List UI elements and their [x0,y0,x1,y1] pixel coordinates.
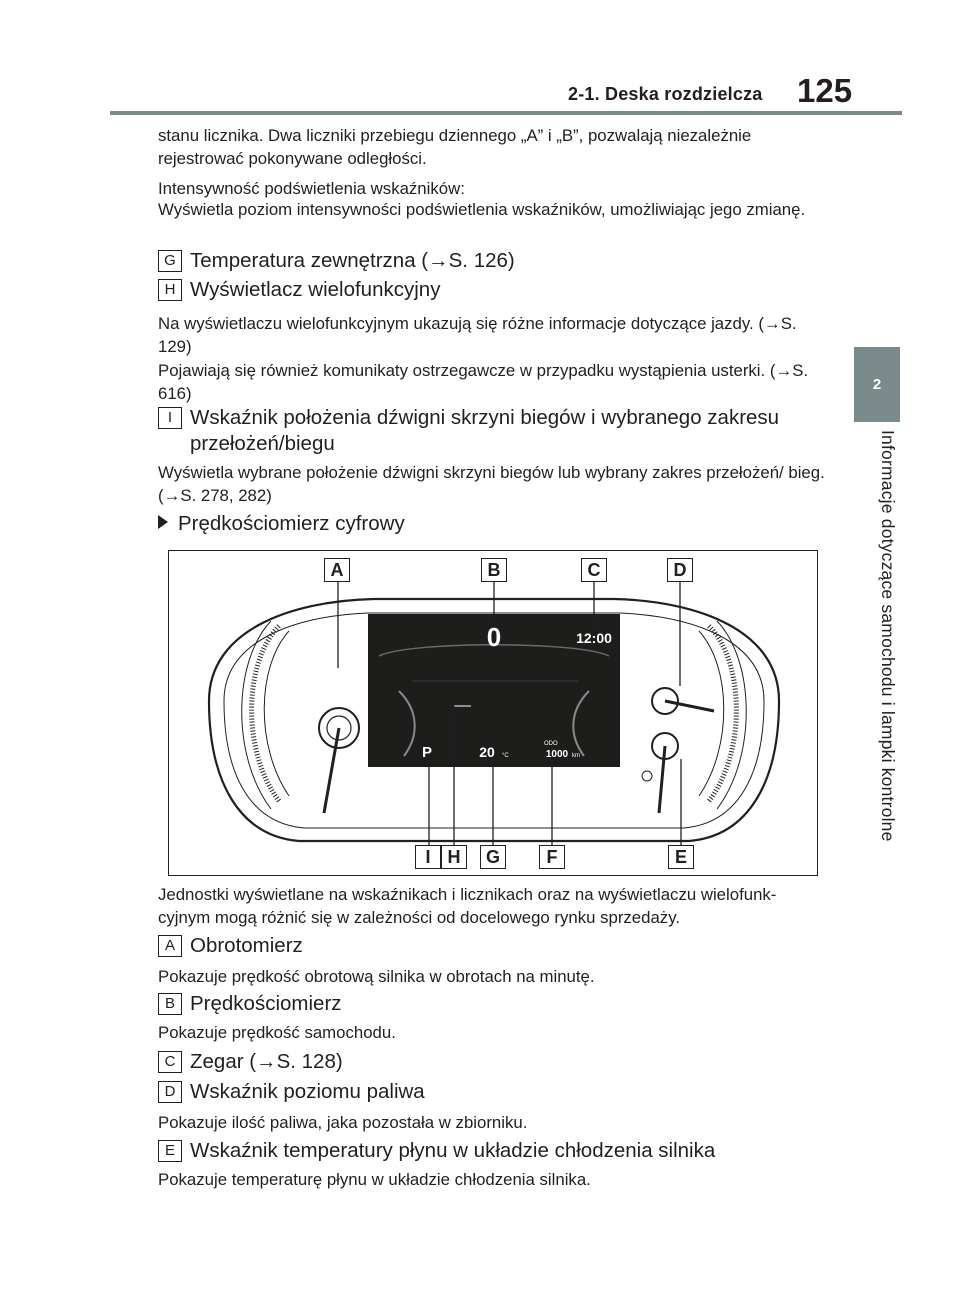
section-title: 2-1. Deska rozdzielcza [568,84,763,104]
item-label: D [158,1081,182,1103]
instrument-cluster-figure [168,550,818,876]
item-title: Wskaźnik temperatury płynu w układzie chłodzenia silnika [190,1139,716,1162]
header-rule [110,111,902,115]
paragraph: Jednostki wyświetlane na wskaźnikach i licznikach oraz na wyświetlaczu wielofunk- cyjnym mogą różnić się w zależności od docelowego rynku sprzedaży. [158,885,777,927]
item-label: G [158,250,182,272]
item-title: Zegar (→S. 128) [190,1050,343,1073]
triangle-bullet-icon [158,515,168,529]
odometer-readout: 1000 [545,749,569,760]
page-number: 125 [797,72,853,109]
page-header [0,0,960,120]
chapter-title: Informacje dotyczące samochodu i lampki kontrolne [878,430,898,842]
callout-d: D [667,558,693,582]
paragraph: Wyświetla wybrane położenie dźwigni skrzyni biegów lub wybrany zakres przełożeń/ bieg. (→S. 278, 282) [158,463,825,505]
callout-c: C [581,558,607,582]
subheading-text: Prędkościomierz cyfrowy [178,512,405,535]
paragraph: stanu licznika. Dwa liczniki przebiegu dziennego „A” i „B”, pozwalają niezależnie rejestrować pokonywane odległości. [158,126,752,168]
fuel-temperature-gauges [642,621,746,813]
outside-temperature: 20 [479,744,495,760]
temperature-unit: °C [502,753,509,759]
item-title: Wskaźnik położenia dźwigni skrzyni biegów i wybranego zakresu przełożeń/biegu [190,406,780,455]
paragraph: Na wyświetlaczu wielofunkcyjnym ukazują się różne informacje dotyczące jazdy. (→S. 129) [158,314,797,356]
paragraph: Pokazuje temperaturę płynu w układzie chłodzenia silnika. [158,1170,591,1189]
item-title: Obrotomierz [190,934,303,957]
item-title: Wskaźnik poziomu paliwa [190,1080,425,1103]
paragraph: Wyświetla poziom intensywności podświetlenia wskaźników, umożliwiając jego zmianę. [158,200,806,219]
subheading [158,511,405,537]
paragraph: Intensywność podświetlenia wskaźników: [158,179,465,198]
item-label: H [158,279,182,301]
clock-readout: 12:00 [576,630,612,646]
item-label: C [158,1051,182,1073]
gear-indicator: P [421,744,433,761]
callout-f: F [539,845,565,869]
odometer-unit: km [572,753,580,759]
item-title: Prędkościomierz [190,992,342,1015]
callout-i: I [415,845,441,869]
paragraph: Pokazuje prędkość samochodu. [158,1023,396,1042]
item-title: Temperatura zewnętrzna (→S. 126) [190,249,515,272]
callout-a: A [324,558,350,582]
paragraph: Pokazuje ilość paliwa, jaka pozostała w zbiorniku. [158,1113,528,1132]
item-label: E [158,1140,182,1162]
odo-label: ODO [544,741,558,747]
item-label: A [158,935,182,957]
item-title: Wyświetlacz wielofunkcyjny [190,278,441,301]
callout-h: H [441,845,467,869]
speed-readout: 0 [486,622,502,652]
paragraph: Pojawiają się również komunikaty ostrzegawcze w przypadku wystąpienia usterki. (→S. 616) [158,361,809,403]
callout-g: G [480,845,506,869]
callout-e: E [668,845,694,869]
callout-b: B [481,558,507,582]
item-label: B [158,993,182,1015]
instrument-cluster-illustration [169,551,819,877]
paragraph: Pokazuje prędkość obrotową silnika w obrotach na minutę. [158,967,595,986]
chapter-tab: 2 [854,347,900,422]
tachometer-gauge [242,621,359,813]
item-label: I [158,407,182,429]
